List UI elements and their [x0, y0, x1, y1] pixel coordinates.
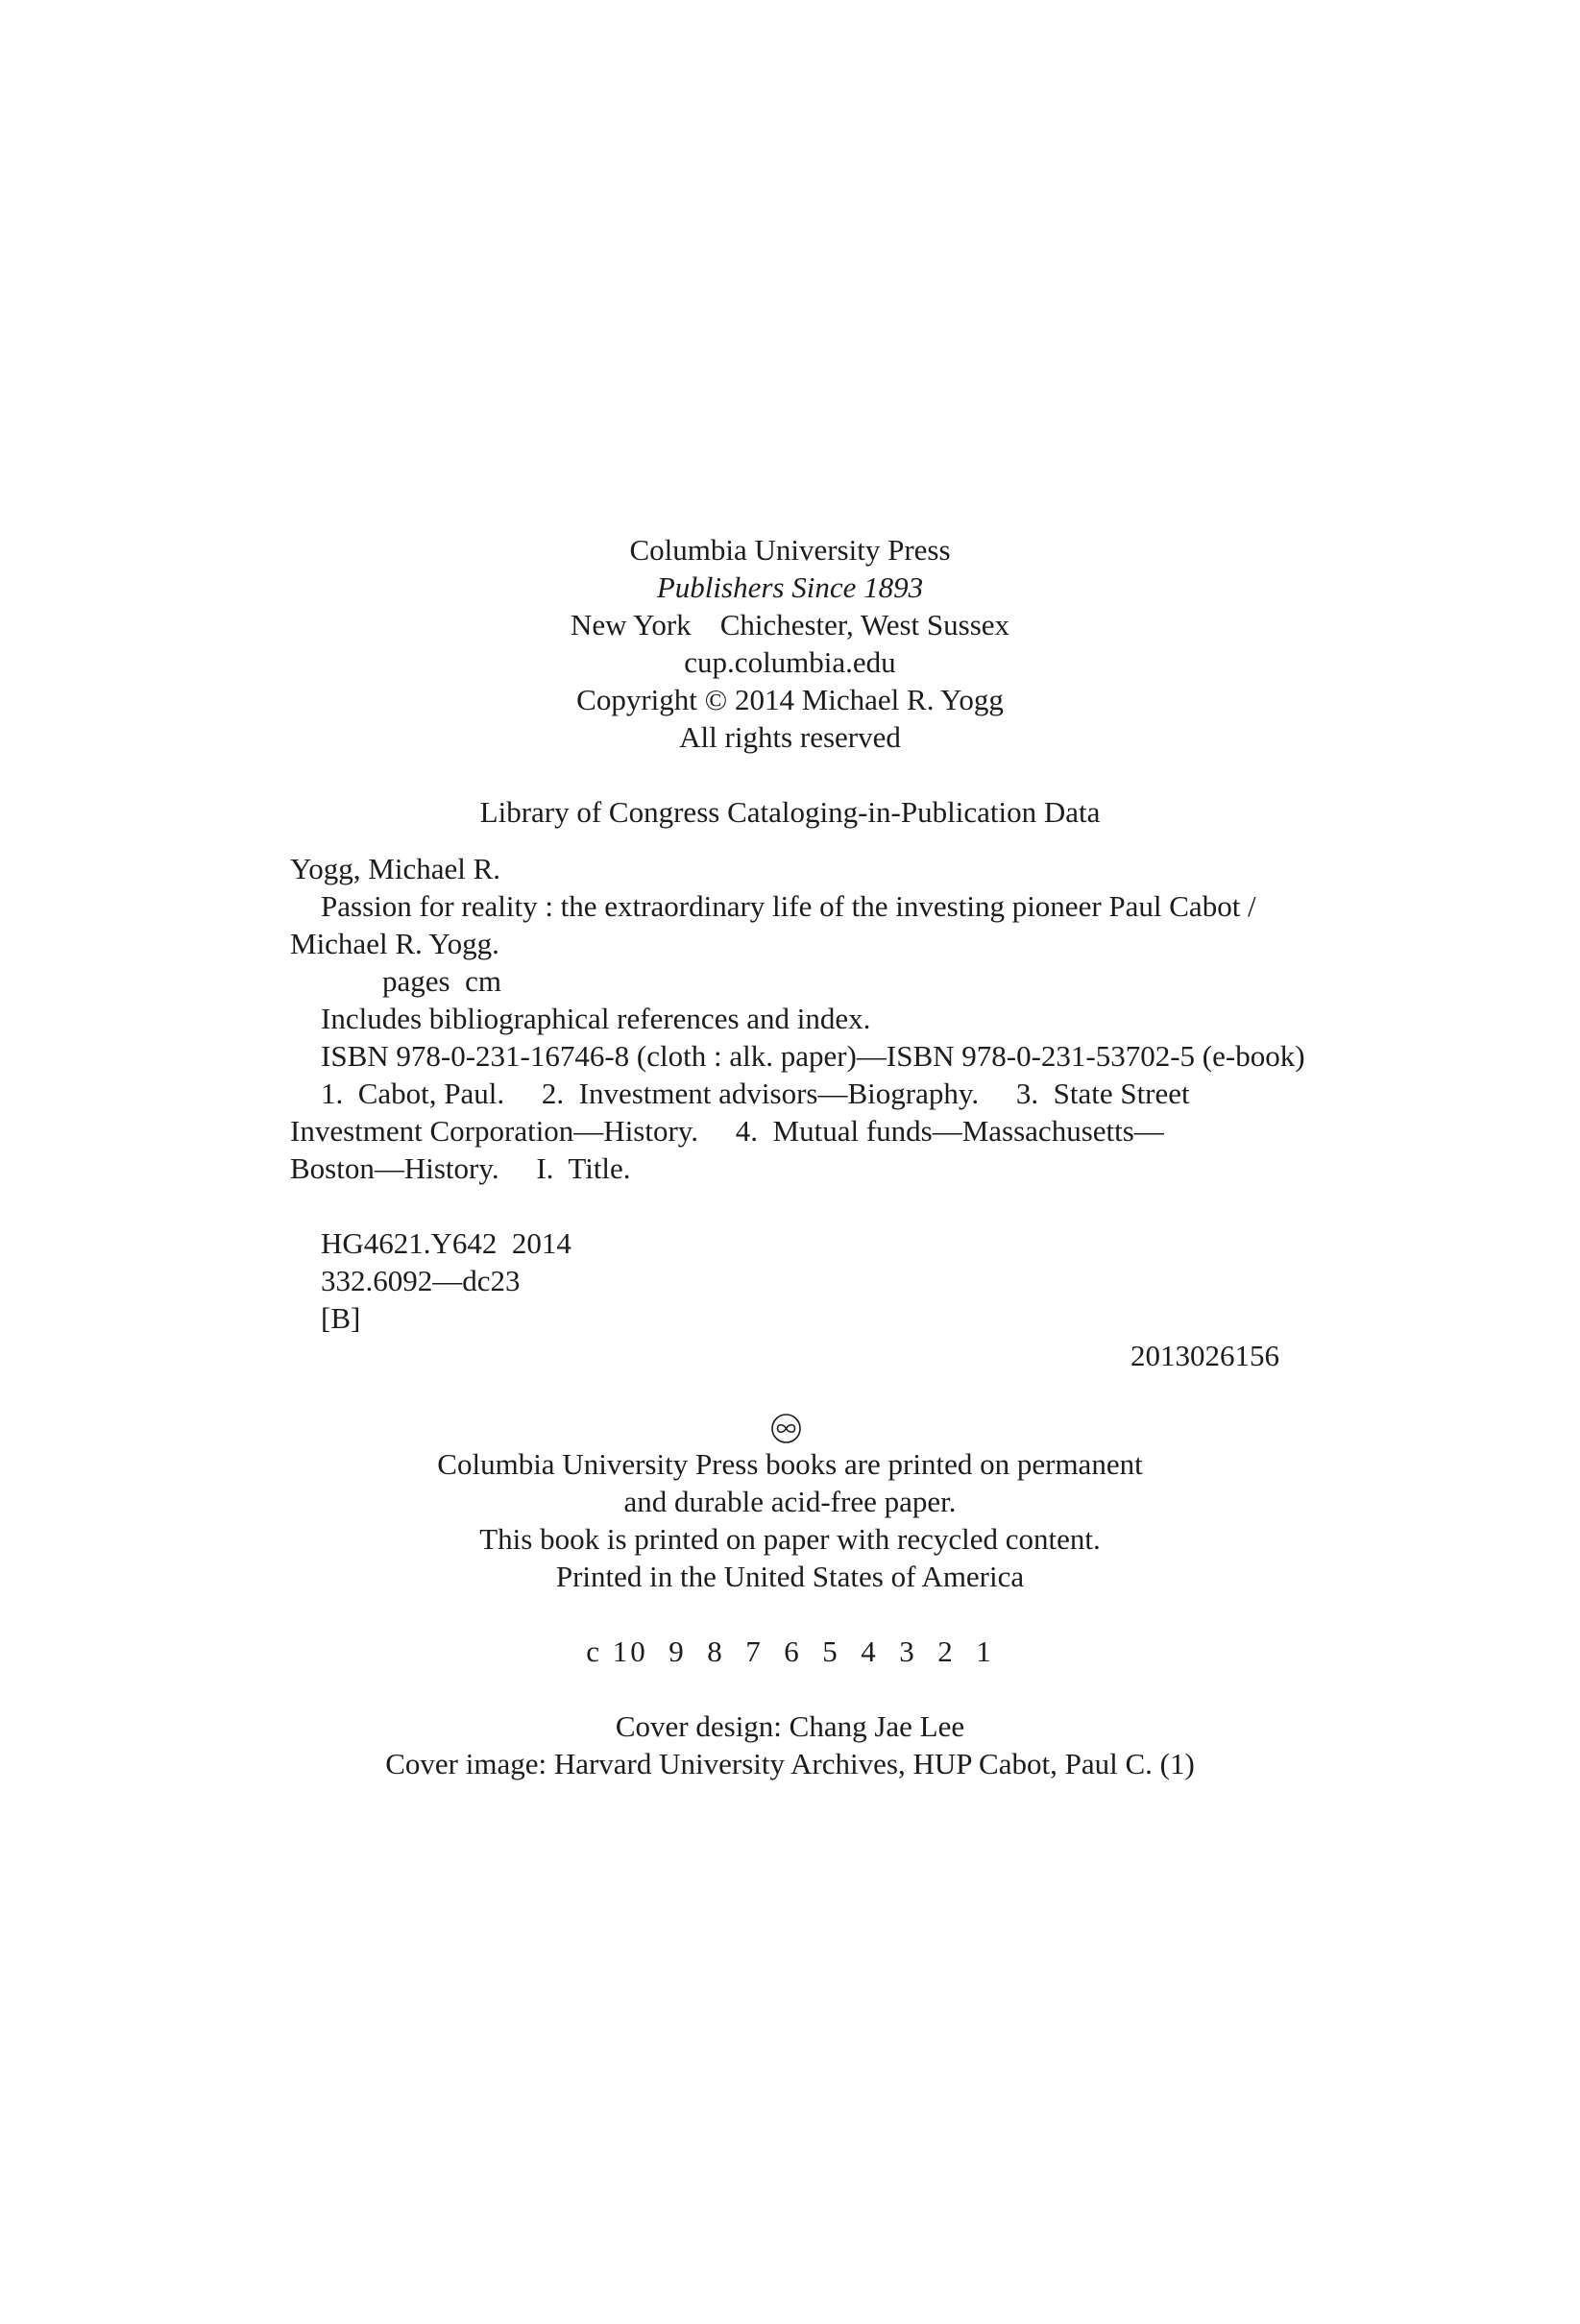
- cip-title-line-1: Passion for reality : the extraordinary life of the investing pioneer Paul Cabot /: [321, 889, 1256, 923]
- cip-title-line-2: Michael R. Yogg.: [290, 927, 499, 960]
- publisher-website: cup.columbia.edu: [684, 645, 896, 679]
- cover-design-credit: Cover design: Chang Jae Lee: [615, 1709, 965, 1743]
- cip-subjects-line-1: 1. Cabot, Paul. 2. Investment advisors—Biography. 3. State Street: [321, 1077, 1190, 1110]
- cip-subjects-line-2: Investment Corporation—History. 4. Mutual funds—Massachusetts—: [290, 1114, 1164, 1148]
- cip-dewey: 332.6092—dc23: [321, 1264, 521, 1297]
- cip-lccn: 2013026156: [1130, 1339, 1279, 1372]
- printing-numbers: c 10 9 8 7 6 5 4 3 2 1: [586, 1634, 994, 1668]
- publisher-locations: [0, 606, 1580, 643]
- publisher-tagline: Publishers Since 1893: [656, 570, 924, 604]
- cip-author: Yogg, Michael R.: [290, 852, 501, 885]
- publisher-city-new-york: New York: [570, 608, 692, 642]
- publisher-city-chichester: Chichester, West Sussex: [719, 608, 1010, 642]
- publisher-name: Columbia University Press: [629, 533, 951, 567]
- cip-subjects-line-3: Boston—History. I. Title.: [290, 1151, 631, 1185]
- paper-line-1: Columbia University Press books are printed on permanent: [437, 1447, 1143, 1481]
- infinity-icon: [770, 1413, 802, 1444]
- cip-includes: Includes bibliographical references and index.: [321, 1002, 871, 1035]
- cip-heading: Library of Congress Cataloging-in-Publication Data: [479, 795, 1101, 829]
- cover-image-credit: Cover image: Harvard University Archives, HUP Cabot, Paul C. (1): [385, 1747, 1195, 1780]
- cip-classification: HG4621.Y642 2014: [321, 1226, 571, 1260]
- rights-notice: All rights reserved: [679, 720, 901, 754]
- cip-bracket: [B]: [321, 1301, 361, 1335]
- copyright-notice: Copyright © 2014 Michael R. Yogg: [576, 683, 1004, 716]
- paper-line-3: This book is printed on paper with recycled content.: [479, 1522, 1101, 1556]
- paper-line-4: Printed in the United States of America: [555, 1560, 1025, 1593]
- cip-isbn: ISBN 978-0-231-16746-8 (cloth : alk. paper)—ISBN 978-0-231-53702-5 (e-book): [321, 1039, 1305, 1073]
- paper-line-2: and durable acid-free paper.: [623, 1485, 957, 1518]
- cip-pages: pages cm: [382, 964, 501, 998]
